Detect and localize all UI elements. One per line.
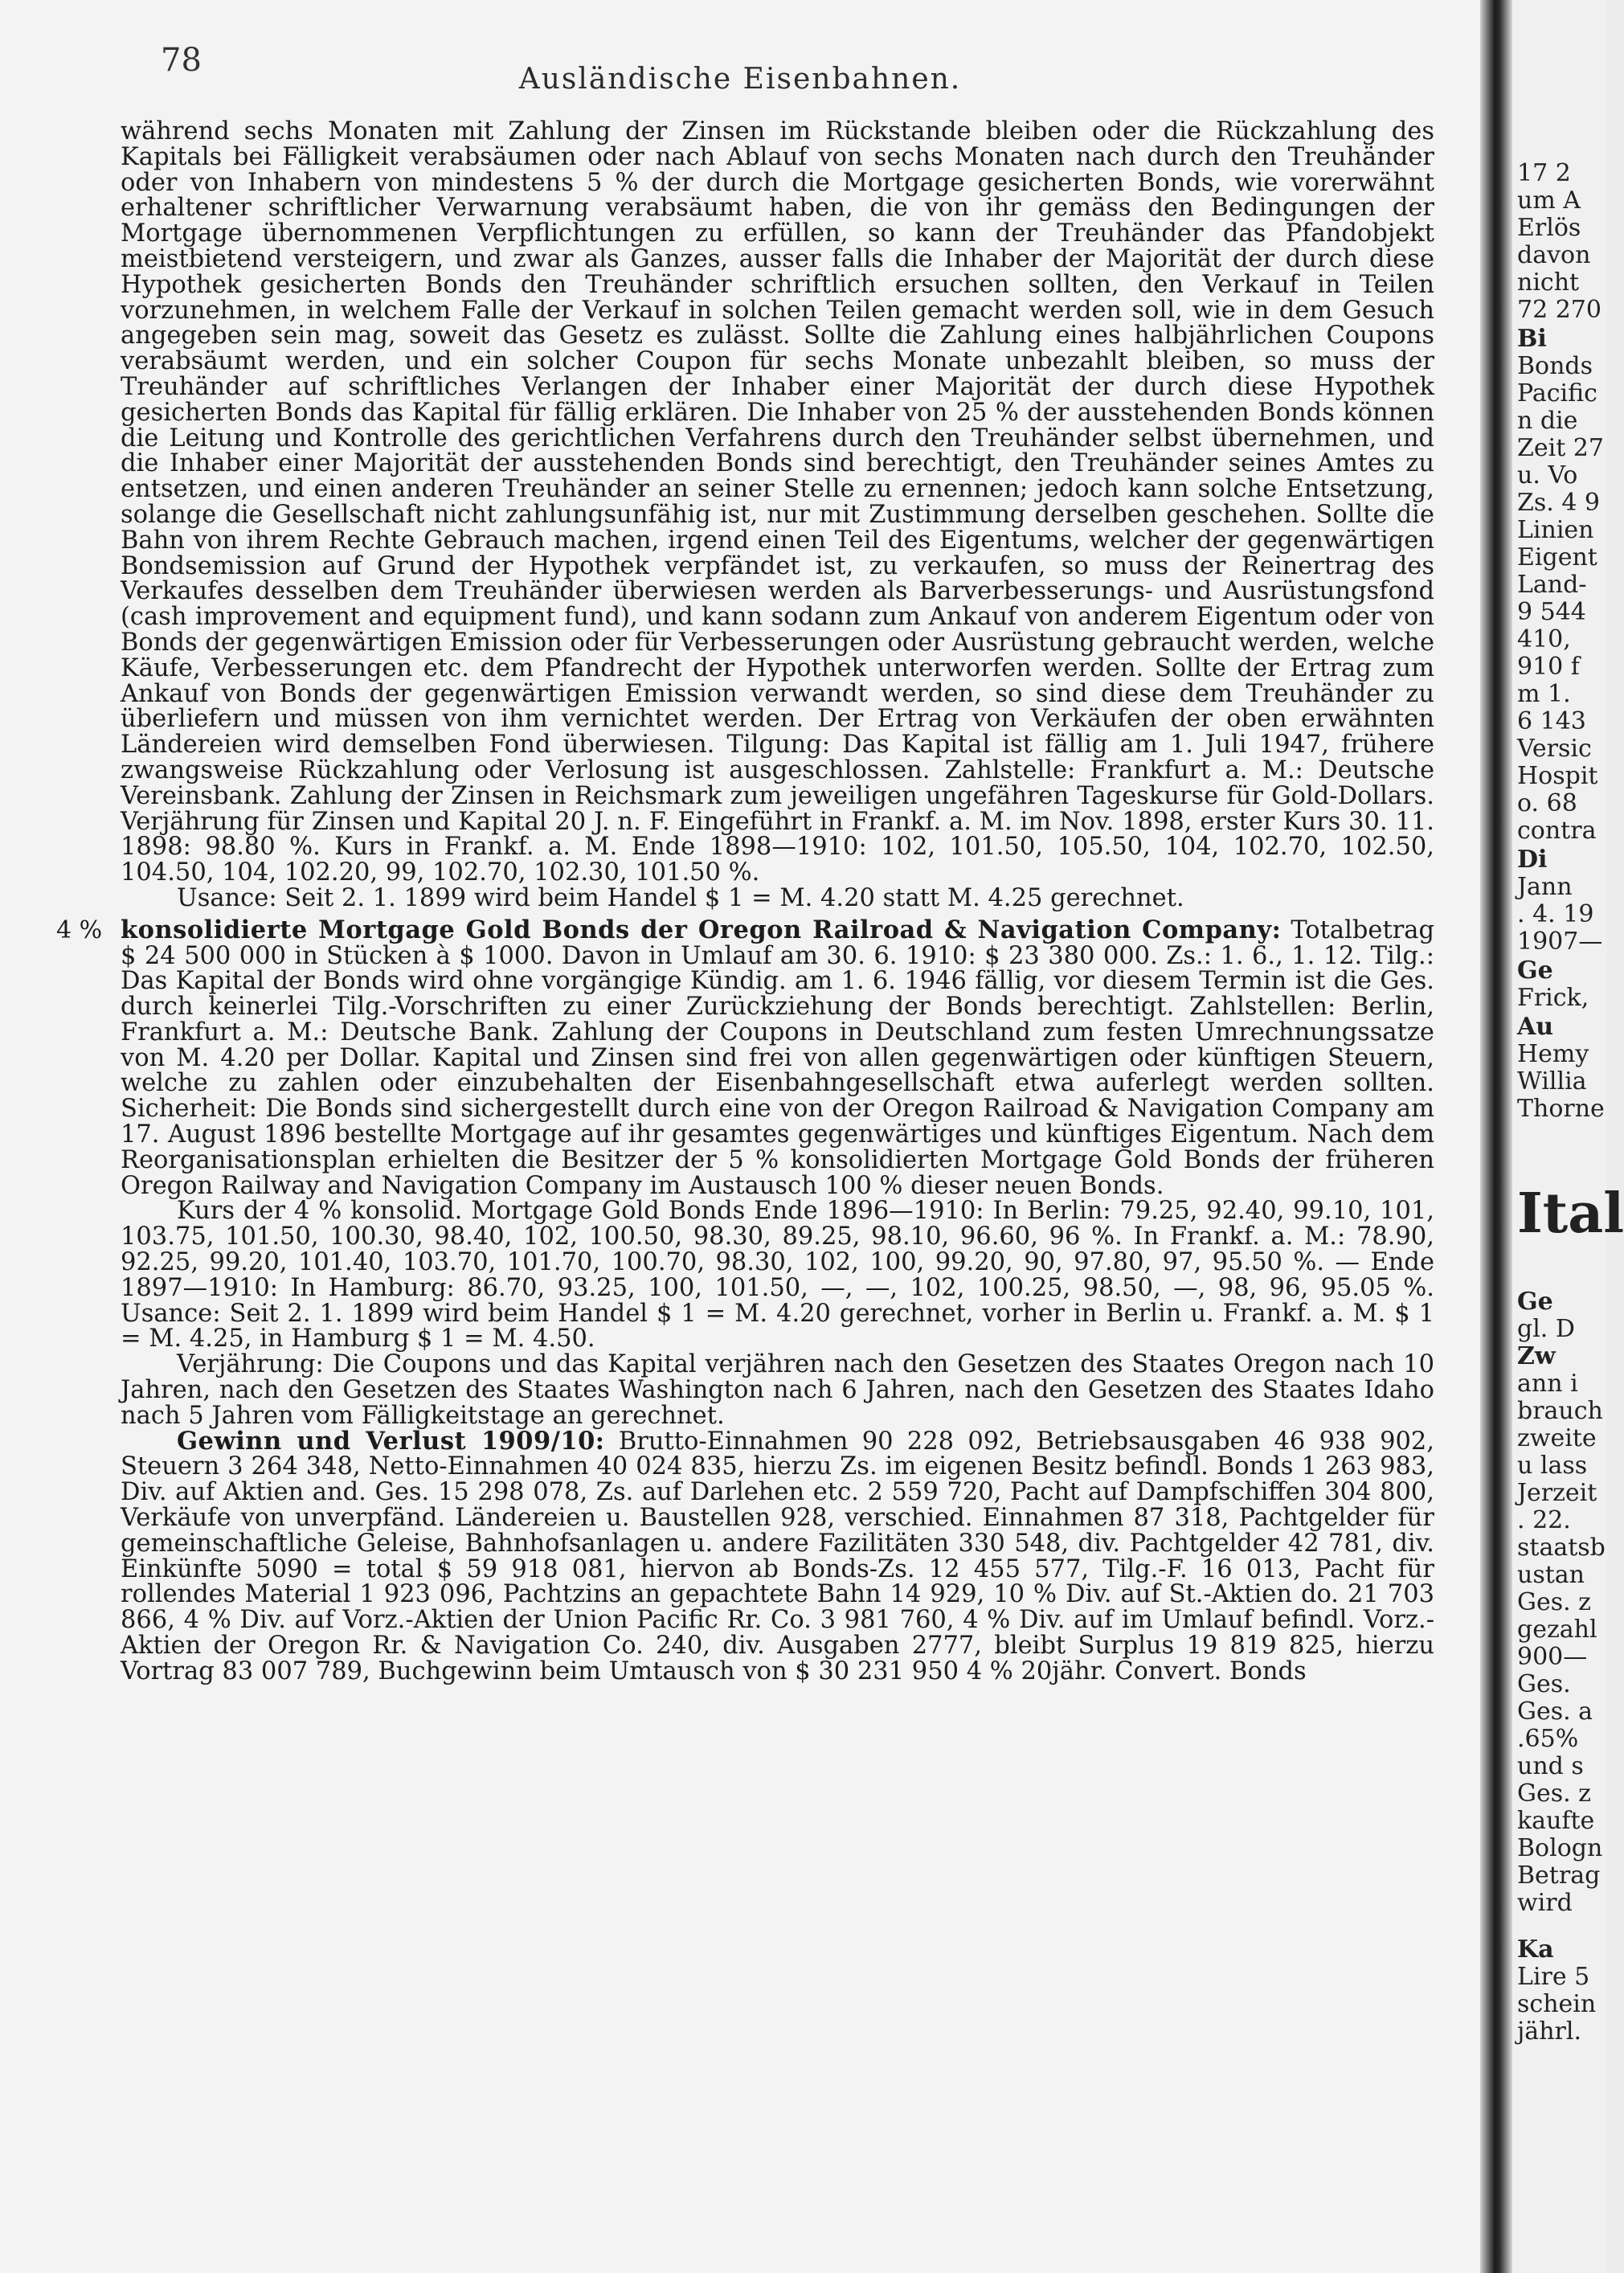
right-page-fragment: m 1. — [1517, 680, 1571, 708]
right-page-fragment: schein — [1517, 1990, 1597, 2018]
right-page-fragment: Ges. z — [1517, 1588, 1591, 1616]
paragraph-verjaehrung: Verjährung: Die Coupons und das Kapital verjähren nach den Gesetzen des Staates Oregon nach 10 Jahren, nach den Gesetzen des Staates Washington nach 6 Jahren, nach den Gesetzen des Staates Idaho nach 5 Jahren vom Fälligkeitstage an gerechnet. — [121, 1350, 1434, 1430]
right-page-fragment: Versic — [1517, 735, 1592, 763]
right-page-edge — [1512, 0, 1624, 2273]
right-page-fragment: Jerzeit — [1517, 1479, 1597, 1507]
paragraph-mortgage-terms: während sechs Monaten mit Zahlung der Zinsen im Rückstande bleiben oder die Rückzahlung des Kapitals bei Fälligkeit verabsäumen oder nach Ablauf von sechs Monaten nach durch den Treuhänder oder von Inhabern von mindestens 5 % der durch die Mortgage gesicherten Bonds, wie vorerwähnt erhaltener schriftlicher Verwarnung verabsäumt haben, die von ihr gemäss den Bedingungen der Mortgage übernommenen Verpflichtungen zu erfüllen, so kann der Treuhänder das Pfandobjekt meistbietend versteigern, und zwar als Ganzes, ausser falls die Inhaber der Majorität der durch diese Hypothek gesicherten Bonds den Treuhänder schriftlich ersuchen sollten, den Verkauf in Teilen vorzunehmen, in welchem Falle der Verkauf in solchen Teilen gemacht werden soll, wie in dem Gesuch angegeben sein mag, soweit das Gesetz es zulässt. Sollte die Zahlung eines halbjährlichen Coupons verabsäumt werden, und ein solcher Coupon für sechs Monate unbezahlt bleiben, so muss der Treuhänder auf schriftliches Verlangen der Inhaber einer Majorität der durch diese Hypothek gesicherten Bonds das Kapital für fällig erklären. Die Inhaber von 25 % der ausstehenden Bonds können die Leitung und Kontrolle des gerichtlichen Verfahrens durch den Treuhänder selbst übernehmen, und die Inhaber einer Majorität der ausstehenden Bonds sind berechtigt, den Treuhänder seines Amtes zu entsetzen, und einen anderen Treuhänder an seiner Stelle zu ernennen; jedoch kann solche Entsetzung, solange die Gesellschaft nicht zahlungsunfähig ist, nur mit Zustimmung derselben geschehen. Sollte die Bahn von ihrem Rechte Gebrauch machen, irgend einen Teil des Eigentums, welcher der gegenwärtigen Bondsemission auf Grund der Hypothek verpfändet ist, zu verkaufen, so muss der Reinertrag des Verkaufes desselben dem Treuhänder überwiesen werden als Barverbesserungs- und Ausrüstungsfond (cash improvement and equipment fund), und kann sodann zum Ankauf von anderem Eigentum oder von Bonds der gegenwärtigen Emission oder für Verbesserungen oder Ausrüstung gebraucht werden, welche Käufe, Verbesserungen etc. dem Pfandrecht der Hypothek unterworfen werden. Sollte der Ertrag zum Ankauf von Bonds der gegenwärtigen Emission verwandt werden, so sind diese dem Treuhänder zu überliefern und müssen von ihm vernichtet werden. Der Ertrag von Verkäufen der oben erwähnten Ländereien wird demselben Fond überwiesen. Tilgung: Das Kapital ist fällig am 1. Juli 1947, frühere zwangsweise Rückzahlung oder Verlosung ist ausgeschlossen. Zahlstelle: Frankfurt a. M.: Deutsche Vereinsbank. Zahlung der Zinsen in Reichsmark zum jeweiligen ungefähren Tageskurse für Gold-Dollars. Verjährung für Zinsen und Kapital 20 J. n. F. Eingeführt in Frankf. a. M. im Nov. 1898, erster Kurs 30. 11. 1898: 98.80 %. Kurs in Frankf. a. M. Ende 1898—1910: 102, 101.50, 105.50, 104, 102.70, 102.50, 104.50, 104, 102.20, 99, 102.70, 102.30, 101.50 %. — [121, 117, 1434, 887]
right-page-fragment: o. 68 — [1517, 789, 1577, 817]
interest-rate-prefix: 4 % — [56, 915, 103, 944]
right-page-fragment: 1907— — [1517, 928, 1603, 956]
right-page-fragment: . 4. 19 — [1517, 900, 1594, 928]
right-page-fragment: Au — [1517, 1013, 1554, 1041]
right-page-fragment: brauch — [1517, 1397, 1603, 1425]
right-page-fragment: .65% — [1517, 1725, 1579, 1753]
right-page-fragment: Eigent — [1517, 543, 1597, 571]
right-page-fragment: wird — [1517, 1889, 1573, 1917]
right-page-fragment: um A — [1517, 186, 1581, 215]
right-page-fragment: Pacific — [1517, 379, 1597, 408]
right-page-fragment: Zs. 4 9 — [1517, 489, 1601, 517]
right-page-fragment: gl. D — [1517, 1315, 1575, 1343]
right-page-fragment: 410, — [1517, 625, 1571, 653]
right-page-fragment: Ges. z — [1517, 1779, 1591, 1808]
right-page-fragment: ustan — [1517, 1561, 1585, 1589]
right-page-fragment: gezahl — [1517, 1616, 1597, 1644]
right-page-fragment: und s — [1517, 1752, 1584, 1780]
right-page-fragment: Willia — [1517, 1067, 1587, 1096]
right-page-fragment: Linien — [1517, 516, 1594, 544]
right-page-fragment: 9 544 — [1517, 598, 1586, 626]
right-page-fragment: u lass — [1517, 1452, 1588, 1480]
right-page-fragment: Ge — [1517, 1288, 1553, 1316]
right-page-fragment: u. Vo — [1517, 461, 1578, 489]
right-page-fragment: Jann — [1517, 873, 1573, 901]
paragraph-usance: Usance: Seit 2. 1. 1899 wird beim Handel $ 1 = M. 4.20 statt M. 4.25 gerechnet. — [177, 883, 1184, 912]
right-page-fragment: Bi — [1517, 325, 1547, 353]
paragraph-gewinn-verlust — [121, 1426, 1435, 1685]
right-page-fragment: nicht — [1517, 268, 1580, 297]
right-page-fragment: Zeit 27 — [1517, 434, 1604, 462]
right-page-fragment: Thorne — [1517, 1095, 1605, 1123]
right-page-fragment: jährl. — [1517, 2017, 1581, 2046]
right-page-fragment: zweite — [1517, 1424, 1597, 1452]
right-page-fragment: contra — [1517, 817, 1597, 845]
right-page-fragment: Ges. — [1517, 1670, 1571, 1698]
right-page-fragment: . 22. — [1517, 1506, 1571, 1534]
right-page-fragment: 72 270 — [1517, 296, 1602, 324]
right-page-fragment: 17 2 — [1517, 159, 1571, 187]
page-number: 78 — [161, 42, 202, 79]
right-page-fragment: 6 143 — [1517, 707, 1586, 735]
bond-entry-text: Totalbetrag $ 24 500 000 in Stücken à $ 1000. Davon in Umlauf am 30. 6. 1910: $ 23 380 000. Zs.: 1. 6., 1. 12. Tilg.: Das Kapital der Bonds wird ohne vorgängige Kündig. am 1. 6. 1946 fällig, vor diesem Termin ist die Ges. durch keinerlei Tilg.-Vorschriften zu einer Zurückziehung der Bonds berechtigt. Zahlstellen: Berlin, Frankfurt a. M.: Deutsche Bank. Zahlung der Coupons in Deutschland zum festen Umrechnungssatze von M. 4.20 per Dollar. Kapital und Zinsen sind frei von allen gegenwärtigen oder künftigen Steuern, welche zu zahlen oder einzubehalten der Eisenbahngesellschaft etwa auferlegt werden sollten. Sicherheit: Die Bonds sind sichergestellt durch eine von der Oregon Railroad & Navigation Company am 17. August 1896 bestellte Mortgage auf ihr gesamtes gegenwärtiges und künftiges Eigentum. Nach dem Reorganisationsplan erhielten die Besitzer der 5 % konsolidierten Mortgage Gold Bonds der früheren Oregon Railway and Navigation Company im Austausch 100 % dieser neuen Bonds. — [121, 915, 1434, 1200]
right-page-fragment: Ka — [1517, 1935, 1554, 1964]
right-page-fragment: kaufte — [1517, 1807, 1595, 1835]
right-page-fragment: Bonds — [1517, 352, 1593, 380]
right-page-fragment: Bologn — [1517, 1834, 1603, 1862]
right-page-fragment: 900— — [1517, 1643, 1588, 1671]
gewinn-verlust-text: Brutto-Einnahmen 90 228 092, Betriebsausgaben 46 938 902, Steuern 3 264 348, Netto-Einnahmen 40 024 835, hierzu Zs. im eigenen Besitz befindl. Bonds 1 263 983, Div. auf Aktien and. Ges. 15 298 078, Zs. auf Darlehen etc. 2 559 720, Pacht auf Dampfschiffen 304 800, Verkäufe von unverpfänd. Ländereien u. Baustellen 928, verschied. Einnahmen 87 318, Pachtgelder für gemeinschaftliche Geleise, Bahnhofsanlagen u. andere Fazilitäten 330 548, div. Pachtgelder 42 781, div. Einkünfte 5090 = total $ 59 918 081, hiervon ab Bonds-Zs. 12 455 577, Tilg.-F. 16 013, Pacht für rollendes Material 1 923 096, Pachtzins an gepachtete Bahn 14 929, 10 % Div. auf St.-Aktien do. 21 703 866, 4 % Div. auf Vorz.-Aktien der Union Pacific Rr. Co. 3 981 760, 4 % Div. auf im Umlauf befindl. Vorz.-Aktien der Oregon Rr. & Navigation Co. 240, div. Ausgaben 2777, bleibt Surplus 19 819 825, hierzu Vortrag 83 007 789, Buchgewinn beim Umtausch von $ 30 231 950 4 % 20jähr. Convert. Bonds — [121, 1427, 1435, 1685]
right-page-fragment: Di — [1517, 846, 1548, 874]
right-page-fragment: Land- — [1517, 571, 1587, 599]
book-gutter — [1480, 0, 1512, 2273]
right-page-fragment: Frick, — [1517, 984, 1589, 1012]
body-text — [56, 117, 1435, 2265]
right-page-fragment: Betrag — [1517, 1861, 1601, 1890]
right-page-fragment: Hemy — [1517, 1040, 1589, 1068]
running-head: Ausländische Eisenbahnen. — [518, 63, 962, 96]
paragraph-kurs: Kurs der 4 % konsolid. Mortgage Gold Bonds Ende 1896—1910: In Berlin: 79.25, 92.40, 99.10, 101, 103.75, 101.50, 100.30, 98.40, 102, 100.50, 98.30, 89.25, 98.10, 96.60, 96 %. In Frankf. a. M.: 78.90, 92.25, 99.20, 101.40, 103.70, 101.70, 100.70, 98.30, 102, 100, 99.20, 90, 97.80, 97, 95.50 %. — Ende 1897—1910: In Hamburg: 86.70, 93.25, 100, 101.50, —, —, 102, 100.25, 98.50, —, 98, 96, 95.05 %. Usance: Seit 2. 1. 1899 wird beim Handel $ 1 = M. 4.20 gerechnet, vorher in Berlin u. Frankf. a. M. $ 1 = M. 4.25, in Hamburg $ 1 = M. 4.50. — [121, 1197, 1434, 1354]
bond-entry-title: konsolidierte Mortgage Gold Bonds der Oregon Railroad & Navigation Company: — [121, 915, 1282, 944]
right-page-fragment: Zw — [1517, 1342, 1556, 1370]
right-page-fragment: ann i — [1517, 1370, 1578, 1398]
gewinn-verlust-title: Gewinn und Verlust 1909/10: — [177, 1426, 605, 1456]
right-page-fragment: 910 f — [1517, 653, 1580, 681]
right-page-fragment: Erlös — [1517, 214, 1581, 242]
right-page-fragment: staatsb — [1517, 1534, 1606, 1562]
right-page-fragment: Ge — [1517, 956, 1553, 985]
bond-entry-oregon — [56, 915, 1434, 1200]
right-page-fragment: Hospit — [1517, 762, 1598, 790]
right-page-fragment: davon — [1517, 241, 1591, 269]
right-page-fragment: n die — [1517, 407, 1578, 435]
right-page-fragment: Ital — [1517, 1182, 1624, 1246]
right-page-fragment: Lire 5 — [1517, 1963, 1590, 1991]
right-page-fragment: Ges. a — [1517, 1698, 1593, 1726]
